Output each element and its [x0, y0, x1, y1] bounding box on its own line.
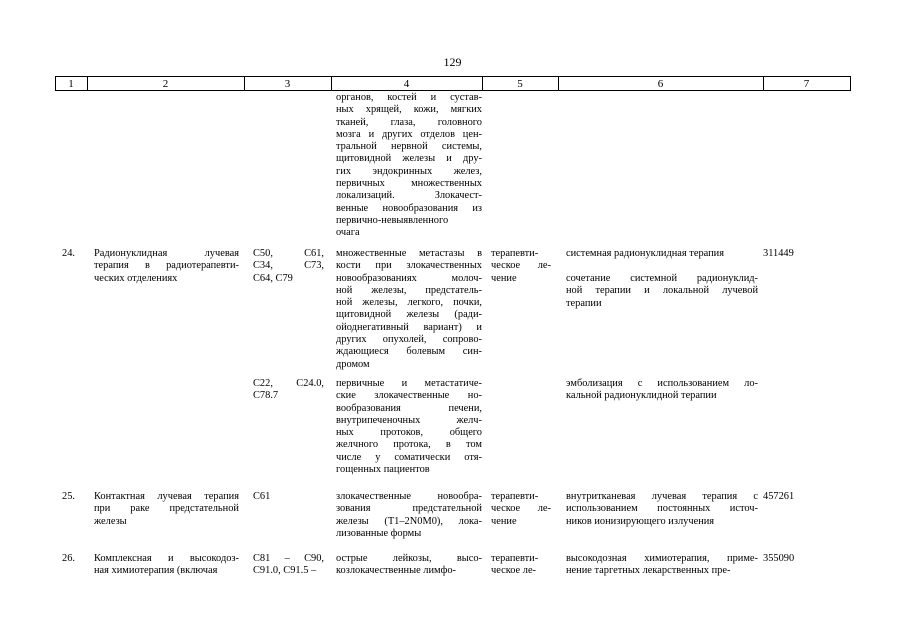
patient-model-line: козлокачественные лимфо- — [336, 565, 457, 577]
method-name-line: ная химиотерапия (включая — [94, 565, 218, 577]
method-name — [94, 248, 239, 285]
patient-model-line: первичные и метастатиче- — [336, 378, 482, 389]
continuation-description-line: первичных множественных — [336, 178, 482, 190]
header-divider — [331, 76, 332, 91]
treatment-method — [566, 378, 758, 403]
header-divider — [87, 76, 88, 91]
patient-model-line: острые лейкозы, высо- — [336, 553, 482, 564]
patient-model-line: новообразованиях молоч- — [336, 272, 482, 284]
header-cell-4: 4 — [403, 78, 410, 90]
patient-model-line: гощенных пациентов — [336, 464, 430, 476]
diagnosis-codes-line: C22, C24.0, — [253, 378, 324, 389]
cost-value: 311449 — [763, 248, 794, 259]
diagnosis-codes-line: C91.0, C91.5 – — [253, 565, 317, 577]
patient-model — [336, 248, 482, 371]
method-name — [94, 553, 239, 578]
patient-model-line: ной железы, предстатель- — [336, 284, 482, 296]
treatment-type — [491, 553, 551, 578]
continuation-description-line: тканей, глаза, головного — [336, 116, 482, 128]
treatment-method-line: ников ионизирующего излучения — [566, 515, 715, 527]
header-cell-6: 6 — [657, 78, 664, 90]
treatment-type — [491, 248, 551, 285]
treatment-type-line: терапевти- — [491, 553, 539, 564]
patient-model — [336, 553, 482, 578]
continuation-description — [336, 92, 482, 240]
treatment-method-line: терапии — [566, 297, 602, 309]
header-cell-2: 2 — [162, 78, 169, 90]
continuation-description-line: мозга и других отделов цен- — [336, 128, 482, 140]
header-divider — [850, 76, 851, 91]
diagnosis-codes-line: C61 — [253, 491, 271, 502]
patient-model-line: внутрипеченочных желч- — [336, 414, 482, 426]
method-name-line: Радионуклидная лучевая — [94, 248, 239, 259]
treatment-method-line: сочетание системной радионуклид- — [566, 273, 758, 284]
diagnosis-codes-line: C34, C73, — [253, 260, 324, 272]
treatment-method — [566, 248, 758, 260]
diagnosis-codes — [253, 378, 324, 403]
header-cell-7: 7 — [803, 78, 810, 90]
continuation-description-line: ных хрящей, кожи, мягких — [336, 104, 482, 116]
page-number: 129 — [443, 55, 462, 69]
diagnosis-codes — [253, 491, 324, 503]
header-cell-5: 5 — [517, 78, 523, 90]
treatment-method-line: ной терапии и локальной лучевой — [566, 285, 758, 297]
treatment-type-line: чение — [491, 272, 517, 284]
treatment-type-line: терапевти- — [491, 491, 539, 502]
header-divider — [482, 76, 483, 91]
header-divider — [558, 76, 559, 91]
diagnosis-codes-line: C81 – C90, — [253, 553, 324, 564]
continuation-description-line: щитовидной железы и дру- — [336, 153, 482, 165]
cost-value: 457261 — [763, 491, 795, 502]
patient-model-line: вообразования печени, — [336, 402, 482, 414]
diagnosis-codes-line: C64, C79 — [253, 272, 293, 284]
treatment-method-line: внутритканевая лучевая терапия с — [566, 491, 758, 502]
treatment-method — [566, 553, 758, 578]
continuation-description-line: локализаций. Злокачест- — [336, 190, 482, 202]
header-divider — [55, 76, 56, 91]
method-name-line: Контактная лучевая терапия — [94, 491, 239, 502]
patient-model-line: щитовидной железы (ради- — [336, 309, 482, 321]
patient-model-line: ных протоков, общего — [336, 427, 482, 439]
header-cell-1: 1 — [68, 78, 74, 90]
method-name-line: ческих отделениях — [94, 272, 178, 284]
method-name-line: при раке предстательной — [94, 503, 239, 515]
diagnosis-codes — [253, 248, 324, 285]
treatment-method-line: нение таргетных лекарственных пре- — [566, 565, 731, 577]
patient-model-line: множественные метастазы в — [336, 248, 482, 259]
header-divider — [763, 76, 764, 91]
patient-model-line: числе у соматически отя- — [336, 451, 482, 463]
patient-model — [336, 491, 482, 540]
cost-value: 355090 — [763, 553, 795, 564]
row-number: 25. — [62, 491, 75, 502]
treatment-method-line: высокодозная химиотерапия, приме- — [566, 553, 758, 564]
treatment-method-line: кальной радионуклидной терапии — [566, 390, 717, 402]
continuation-description-line: первично-невыявленного — [336, 214, 449, 226]
patient-model-line: ойоднегативный вариант) и — [336, 321, 482, 333]
table-top-rule — [55, 76, 850, 77]
header-cell-3: 3 — [284, 78, 291, 90]
patient-model-line: дромом — [336, 358, 370, 370]
header-divider — [244, 76, 245, 91]
patient-model-line: кости при злокачественных — [336, 260, 482, 272]
method-name-line: железы — [94, 515, 127, 527]
treatment-method — [566, 491, 758, 528]
diagnosis-codes-line: C50, C61, — [253, 248, 324, 259]
treatment-method-line: использованием постоянных источ- — [566, 503, 758, 515]
treatment-type-line: терапевти- — [491, 248, 539, 259]
patient-model — [336, 378, 482, 476]
treatment-method-line: системная радионуклидная терапия — [566, 248, 725, 259]
patient-model-line: злокачественные новообра- — [336, 491, 482, 502]
patient-model-line: ждающиеся болевым син- — [336, 346, 482, 358]
method-name-line: Комплексная и высокодоз- — [94, 553, 239, 564]
continuation-description-line: гих эндокринных желез, — [336, 165, 482, 177]
treatment-method-line: эмболизация с использованием ло- — [566, 378, 758, 389]
treatment-method — [566, 273, 758, 310]
patient-model-line: лизованные формы — [336, 527, 422, 539]
patient-model-line: ной железы, легкого, почки, — [336, 297, 482, 309]
continuation-description-line: венные новообразования из — [336, 202, 482, 214]
patient-model-line: зования предстательной — [336, 503, 482, 515]
treatment-type-line: чение — [491, 515, 517, 527]
patient-model-line: ские злокачественные но- — [336, 390, 482, 402]
patient-model-line: желчного протока, в том — [336, 439, 482, 451]
table-header-rule — [55, 90, 850, 91]
row-number: 24. — [62, 248, 75, 259]
continuation-description-line: органов, костей и сустав- — [336, 92, 482, 103]
patient-model-line: железы (T1–2N0M0), лока- — [336, 515, 482, 527]
method-name-line: терапия в радиотерапевти- — [94, 260, 239, 272]
continuation-description-line: тральной нервной системы, — [336, 141, 482, 153]
method-name — [94, 491, 239, 528]
continuation-description-line: очага — [336, 227, 360, 239]
row-number: 26. — [62, 553, 75, 564]
patient-model-line: других опухолей, сопрово- — [336, 334, 482, 346]
treatment-type-line: ческое ле- — [491, 260, 551, 272]
diagnosis-codes-line: C78.7 — [253, 390, 279, 402]
treatment-type-line: ческое ле- — [491, 503, 551, 515]
treatment-type-line: ческое ле- — [491, 565, 537, 577]
diagnosis-codes — [253, 553, 324, 578]
treatment-type — [491, 491, 551, 528]
